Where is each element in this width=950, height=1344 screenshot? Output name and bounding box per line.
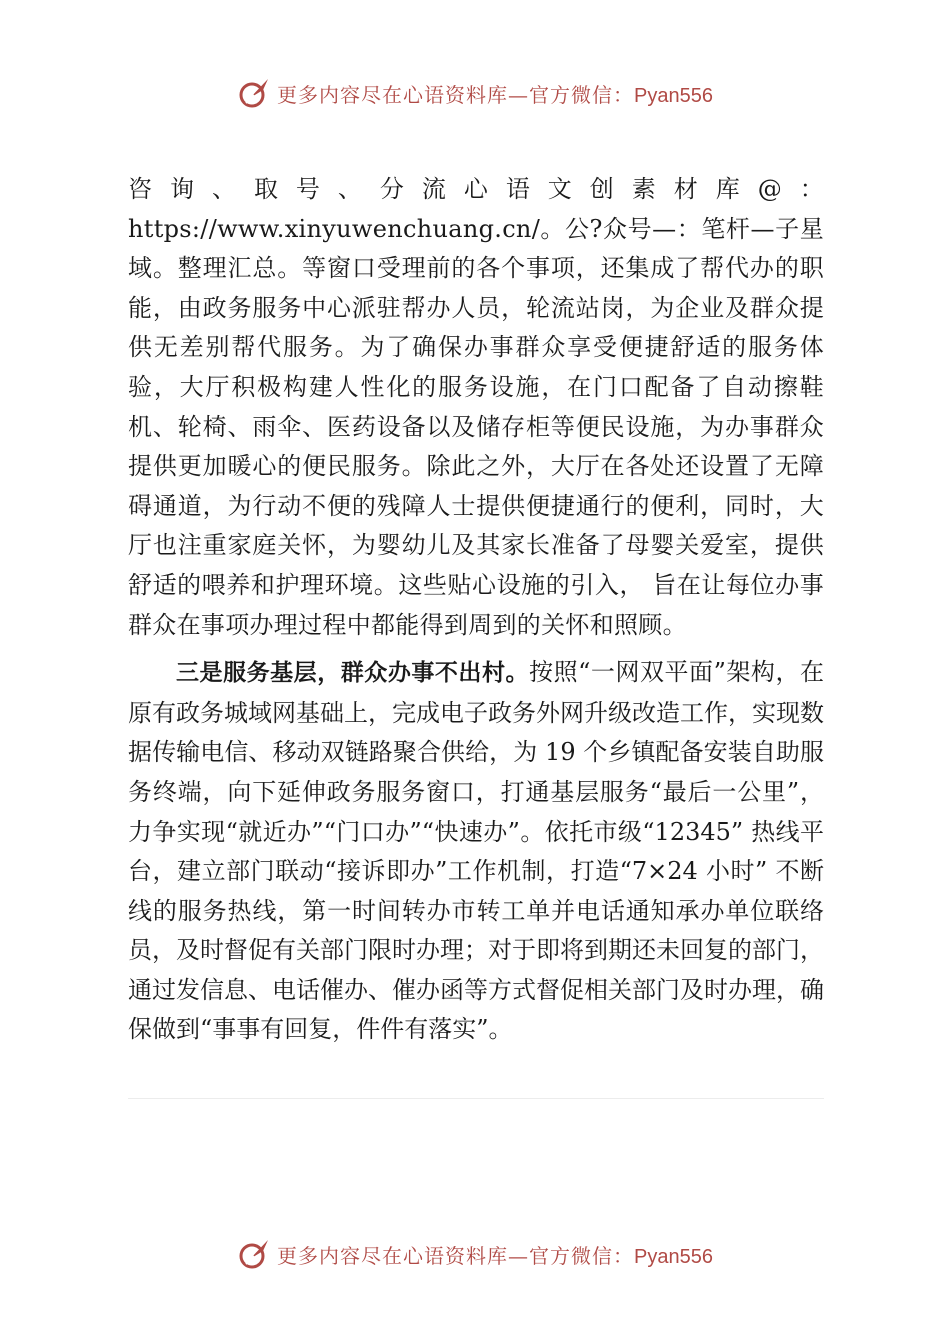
watermark-text [277,79,713,108]
quill-logo-icon [237,76,271,110]
watermark-text [277,1240,713,1269]
footer-watermark [0,1236,950,1272]
paragraph-2 [128,653,824,1050]
page-divider [128,1098,824,1099]
document-body [128,170,824,1050]
watermark-wechat-id: Pyan556 [634,84,713,107]
paragraph-2-heading: 三是服务基层，群众办事不出村。 [176,660,530,687]
paragraph-2-text: 按照“一网双平面”架构，在原有政务城域网基础上，完成电子政务外网升级改造工作，实现数据传输电信、移动双链路聚合供给，为 19 个乡镇配备安装自助服务终端，向下延伸政务服务窗口，打通基层服务“最后一公里”，力争实现“就近办”“门口办”“快速办”。依托市级“12345” 热线平台，建立部门联动“接诉即办”工作机制，打造“7×24 小时” 不断线的服务热线，第一时间转办市转工单并电话通知承办单位联络员，及时督促有关部门限时办理；对于即将到期还未回复的部门，通过发信息、电话催办、催办函等方式督促相关部门及时办理，确保做到“事事有回复，件件有落实”。 [128,658,824,1044]
header-watermark [0,75,950,111]
watermark-label: 更多内容尽在心语资料库—官方微信： [277,1243,635,1268]
watermark-wechat-id: Pyan556 [634,1245,713,1268]
quill-logo-icon [237,1237,271,1271]
watermark-label: 更多内容尽在心语资料库—官方微信： [277,82,635,107]
paragraph-1: 咨询、取号、分流心语文创素材库@：https://www.xinyuwenchuang.cn/。公?众号—：笔杆—子星域。整理汇总。等窗口受理前的各个事项，还集成了帮代办的职能，由政务服务中心派驻帮办人员，轮流站岗，为企业及群众提供无差别帮代服务。为了确保办事群众享受便捷舒适的服务体验，大厅积极构建人性化的服务设施，在门口配备了自动擦鞋机、轮椅、雨伞、医药设备以及储存柜等便民设施，为办事群众提供更加暖心的便民服务。除此之外，大厅在各处还设置了无障碍通道，为行动不便的残障人士提供便捷通行的便利，同时，大厅也注重家庭关怀，为婴幼儿及其家长准备了母婴关爱室，提供舒适的喂养和护理环境。这些贴心设施的引入， 旨在让每位办事群众在事项办理过程中都能得到周到的关怀和照顾。 [128,175,824,639]
